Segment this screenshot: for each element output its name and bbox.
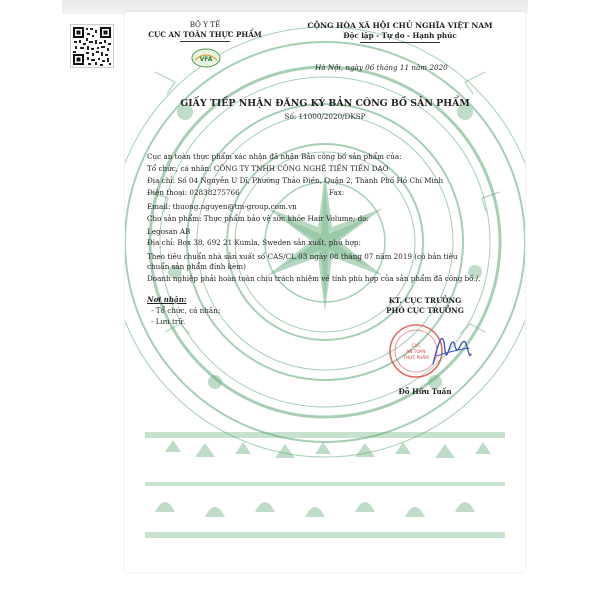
manufacturer-address-line: Địa chỉ: Box 38, 692 21 Kumla, Sweden sản xuất, phù hợp:	[147, 238, 361, 247]
document-title: GIẤY TIẾP NHẬN ĐĂNG KÝ BẢN CÔNG BỐ SẢN PHẨM	[180, 98, 470, 109]
signer-title-2: PHÓ CỤC TRƯỞNG	[386, 306, 464, 315]
email-line: Email: thuong.nguyen@tm-group.com.vn	[147, 202, 297, 211]
recipient-item: - Lưu trữ.	[151, 317, 186, 326]
signer-title-1: KT. CỤC TRƯỞNG	[388, 296, 462, 305]
qr-code-icon	[70, 24, 114, 68]
standard-line-1: Theo tiêu chuẩn nhà sản xuất số CAS/CL 03 ngày 08 tháng 07 năm 2019 (có bản tiêu	[147, 252, 458, 261]
ministry-name: BỘ Y TẾ	[189, 20, 221, 29]
signer-name: Đỗ Hữu Tuấn	[398, 387, 452, 396]
header-underline-left	[180, 41, 230, 42]
standard-line-2: chuẩn sản phẩm đính kèm)	[147, 262, 246, 271]
svg-text:CỤC: CỤC	[411, 343, 421, 348]
logo-text: VFA	[199, 56, 213, 63]
fax-line: Fax:	[329, 188, 345, 197]
responsibility-line: Doanh nghiệp phải hoàn toàn chịu trách nhiệm về tính phù hợp của sản phẩm đã công bố./.	[147, 274, 481, 283]
header-underline-right	[360, 42, 440, 43]
handwritten-signature-icon	[425, 320, 475, 376]
phone-line: Điện thoại: 02838275766	[147, 188, 240, 197]
org-line: Tổ chức, cá nhân: CÔNG TY TNHH CÔNG NGHỆ TIẾN TIẾN DAO	[147, 164, 389, 173]
recipients-label: Nơi nhận:	[147, 295, 187, 304]
recipient-item: - Tổ chức, cá nhân;	[151, 306, 221, 315]
country-name: CỘNG HÒA XÃ HỘI CHỦ NGHĨA VIỆT NAM	[307, 21, 493, 30]
certificate-document	[125, 12, 525, 572]
vfa-logo-icon	[191, 48, 221, 68]
svg-text:THỰC PHẨM: THỰC PHẨM	[403, 355, 429, 360]
address-line: Địa chỉ: Số 04 Nguyễn U Dĩ, Phường Thảo Điền, Quận 2, Thành Phố Hồ Chí Minh	[147, 176, 444, 185]
product-line: Cho sản phẩm: Thực phẩm bảo vệ sức khỏe Hair Volume; do:	[147, 214, 369, 223]
issue-date: Hà Nội, ngày 06 tháng 11 năm 2020	[315, 63, 448, 72]
manufacturer-line: Legosan AB	[147, 227, 191, 236]
svg-text:AN TOÀN: AN TOÀN	[406, 349, 426, 354]
department-name: CỤC AN TOÀN THỰC PHẨM	[148, 30, 262, 39]
document-number: Số: 11000/2020/DKSP	[284, 112, 366, 121]
intro-line: Cục an toàn thực phẩm xác nhận đã nhận Bản công bố sản phẩm của:	[147, 152, 402, 161]
national-motto: Độc lập - Tự do - Hạnh phúc	[343, 31, 457, 40]
